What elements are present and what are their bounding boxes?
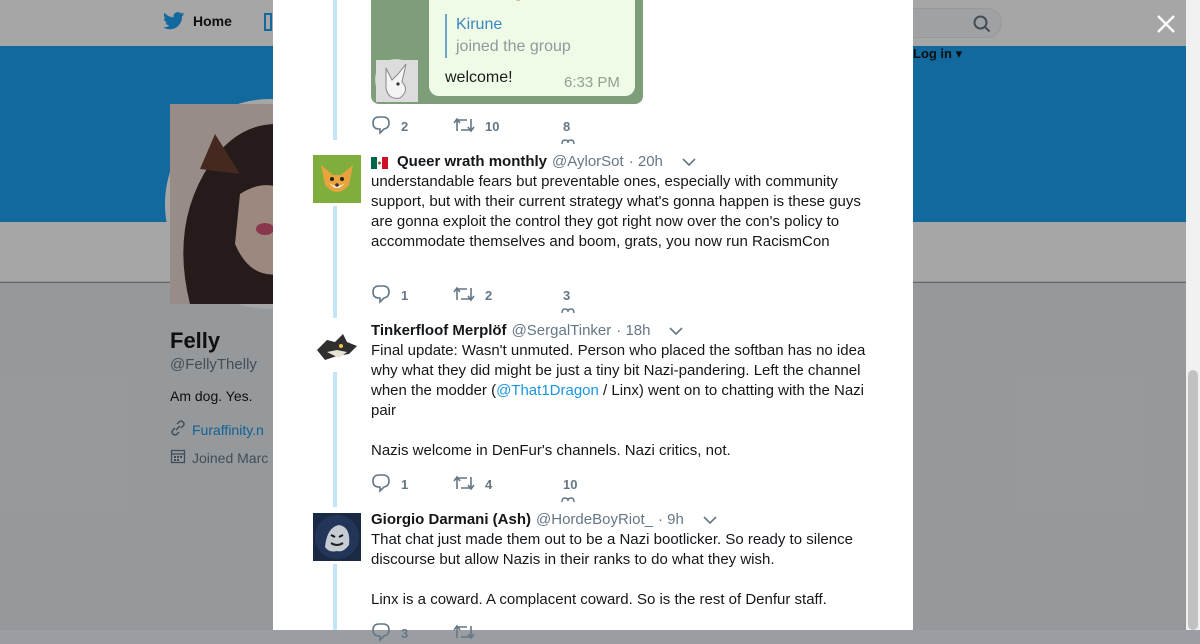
tweet-timestamp[interactable]: · 9h [657,511,684,528]
thread-connector [333,372,337,507]
like-button[interactable] [563,119,570,134]
tweet-text-part: / Linx) went on to chatting with the Nazi pair Nazis welcome in DenFur's channels. Nazi critics, not. [371,382,864,459]
mention-link[interactable]: @That1Dragon [496,382,599,399]
reply-count: 1 [401,288,409,303]
retweet-icon [453,475,475,494]
tweet-header [371,511,717,528]
like-count: 10 [563,477,578,492]
like-count: 8 [563,119,571,134]
like-icon [561,302,575,317]
caret-down-icon[interactable] [703,511,717,528]
profile-joined-label: Joined Marc [192,449,269,466]
tweet-author-name[interactable]: Tinkerfloof Merplöf [371,322,507,339]
tweet-media-image[interactable] [371,0,643,104]
reply-icon [371,474,391,495]
scrollbar-thumb[interactable] [1188,370,1198,630]
tweet-timestamp[interactable]: · 20h [628,153,663,170]
tweet-text [371,341,881,461]
retweet-button[interactable] [453,475,563,494]
like-button[interactable] [563,288,570,303]
close-icon[interactable] [1154,12,1178,36]
reply-icon [371,285,391,306]
reply-count: 1 [401,477,409,492]
retweet-icon [453,624,475,643]
tweet-actions [371,474,577,495]
tweet-author-handle[interactable]: @AylorSot [552,153,624,170]
like-button[interactable] [563,477,577,492]
chat-bubble [429,0,635,96]
tweet-text-part: Final update: Wasn't unmuted. Person who placed the softban has no idea why what they did might be just a tiny bit Nazi-pandering. Left the channel when the modder ( [371,342,866,399]
chat-time: 6:33 PM [564,74,620,91]
tweet-text: understandable fears but preventable ones, especially with community support, but with their current strategy what's gonna happen is these guys are gonna exploit the control they got right now over the con's policy to accommodate themselves and boom, grats, you now run RacismCon [371,173,861,250]
retweet-button[interactable] [453,624,563,643]
thread-connector [333,564,337,630]
retweet-count: 2 [485,288,493,303]
reply-button[interactable] [371,474,453,495]
profile-website-label: Furaffinity.n [192,421,264,438]
chat-avatar [375,59,417,101]
tweet-timestamp[interactable]: · 18h [616,322,651,339]
retweet-count: 4 [485,477,493,492]
like-icon [561,133,575,148]
thread-connector [333,0,337,140]
reply-count: 3 [401,626,409,641]
caret-down-icon[interactable] [682,153,696,170]
nav-home-label: Home [193,13,232,29]
chat-author [445,0,563,2]
page-scrollbar[interactable] [1186,0,1200,630]
caret-down-icon[interactable] [669,322,683,339]
tweet-author-handle[interactable]: @HordeBoyRiot_ [536,511,653,528]
reply-icon [371,623,391,644]
reply-button[interactable] [371,623,453,644]
reply-button[interactable] [371,116,453,137]
tweet-author-handle[interactable]: @SergalTinker [511,322,612,339]
like-icon [561,491,575,506]
chat-quote-name: Kirune [456,16,503,33]
avatar[interactable] [313,513,361,561]
retweet-button[interactable] [453,117,563,136]
tweet-actions [371,623,563,644]
retweet-count: 10 [485,119,500,134]
thread-connector [333,206,337,318]
profile-bio: Am dog. Yes. [170,388,253,404]
retweet-icon [453,286,475,305]
mexico-flag-icon [371,156,388,168]
reply-button[interactable] [371,285,453,306]
retweet-icon [453,117,475,136]
login-link[interactable]: Log in ▾ [913,46,963,61]
tweet-author-name[interactable]: Giorgio Darmani (Ash) [371,511,532,528]
avatar[interactable] [313,155,361,203]
retweet-button[interactable] [453,286,563,305]
tweet-header [371,322,683,339]
tweet-header [371,153,696,170]
chat-quote [445,14,571,58]
profile-handle: @FellyThelly [170,356,257,373]
avatar[interactable] [313,324,361,372]
tweet-author-name[interactable]: Queer wrath monthly [397,153,548,170]
reply-count: 2 [401,119,409,134]
chat-message: welcome! [445,69,513,86]
tweet-text: That chat just made them out to be a Nazi bootlicker. So ready to silence discourse but allow Nazis in their ranks to do what they wish. Linx is a coward. A complacent coward. So is the rest of Denfur staff. [371,531,853,608]
chat-quote-text: joined the group [456,38,571,55]
tweet-actions [371,285,570,306]
reply-icon [371,116,391,137]
tweet-actions [371,116,570,137]
profile-name: Felly [170,328,221,353]
like-count: 3 [563,288,571,303]
